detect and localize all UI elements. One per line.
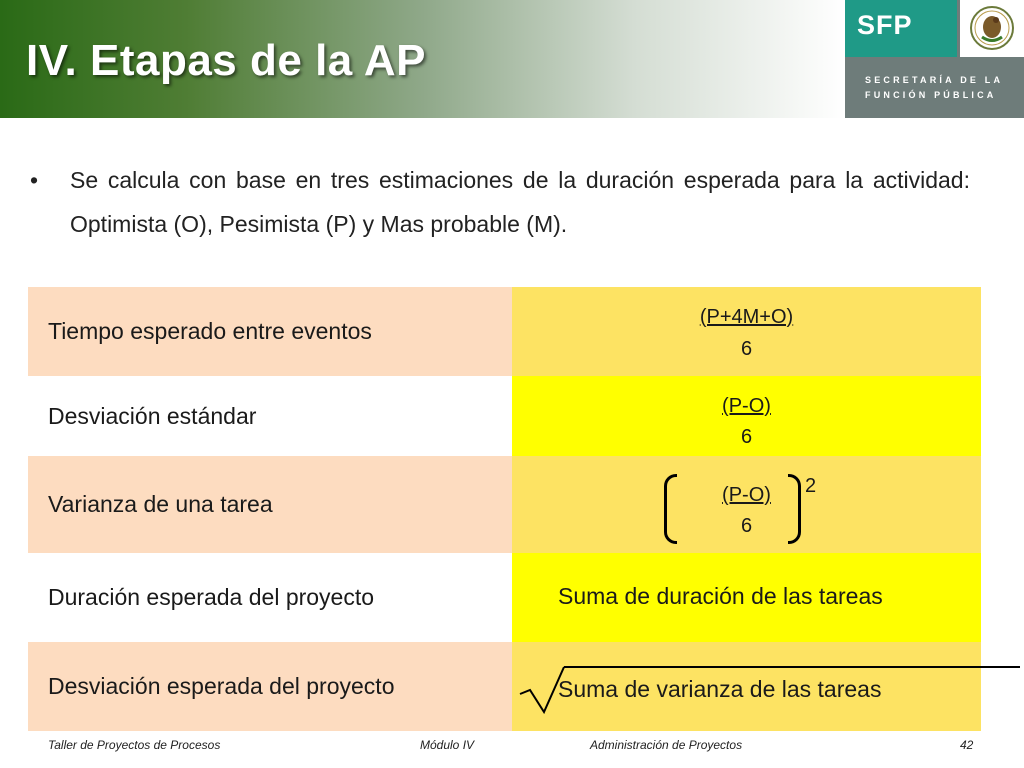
row-label: Desviación esperada del proyecto [28,642,512,731]
logo-line-1: SECRETARÍA DE LA [865,75,1004,85]
formula-numerator: (P-O) [722,484,771,506]
slide-title: IV. Etapas de la AP [26,36,426,85]
table-row [28,287,981,376]
footer-center: Módulo IV [420,738,475,752]
table-row [28,456,981,553]
formula-denominator: 6 [740,338,753,360]
row-formula [512,287,981,376]
row-label: Varianza de una tarea [28,456,512,553]
logo-line-2: FUNCIÓN PÚBLICA [865,90,997,100]
logo-sfp-text: SFP [857,10,913,40]
row-formula [512,456,981,553]
table-row [28,553,981,642]
formula-numerator: (P-O) [722,395,771,417]
mexico-seal-icon [960,0,1024,57]
row-value-text: Suma de varianza de las tareas [558,676,882,702]
bullet-icon: • [30,167,39,193]
row-label: Desviación estándar [28,376,512,456]
footer-left: Taller de Proyectos de Procesos [48,738,221,752]
sfp-logo [845,0,1024,118]
formula-denominator: 6 [740,515,753,537]
formula-denominator: 6 [740,426,753,448]
formula-numerator: (P+4M+O) [699,306,794,328]
title-banner [0,0,845,118]
row-label: Duración esperada del proyecto [28,553,512,642]
formula-table [28,287,981,731]
table-row [28,376,981,456]
table-row [28,642,981,731]
page-number: 42 [960,738,974,752]
row-formula [512,376,981,456]
row-value [512,553,981,642]
row-value-text: Suma de duración de las tareas [558,583,883,609]
formula-exponent: 2 [805,475,817,497]
row-label: Tiempo esperado entre eventos [28,287,512,376]
row-value [512,642,981,731]
bullet-paragraph: Se calcula con base en tres estimaciones de la duración esperada para la actividad: Optimista (O), Pesimista (P) y Mas probable (M). [70,167,970,237]
square-root-bar [564,666,1020,668]
logo-teal-block [845,0,957,57]
footer-right: Administración de Proyectos [590,738,743,752]
bullet-point [28,158,970,246]
